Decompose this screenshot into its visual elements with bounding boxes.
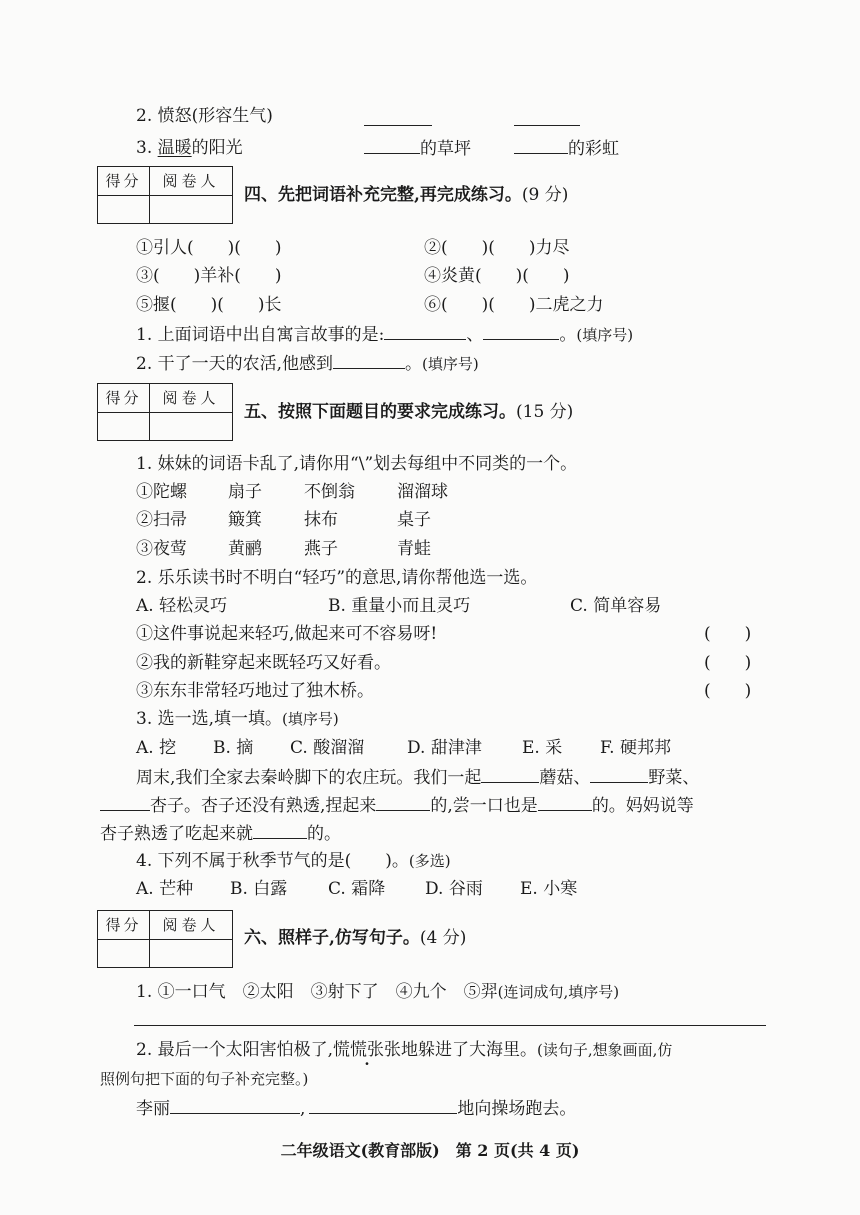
score-box-4: 得分 阅卷人 — [97, 166, 233, 224]
para-blank-4[interactable] — [376, 793, 430, 811]
q3-option-d: D. 甜津津 — [407, 738, 482, 758]
sec6-q1-answer-line[interactable] — [134, 1025, 766, 1026]
group-2-word-2[interactable]: 簸箕 — [228, 510, 262, 530]
item-2-label: 2. 愤怒(形容生气) — [136, 106, 273, 126]
sec6-q2-fill: 李丽 , 地向操场跑去。 — [136, 1096, 576, 1121]
q2-sentence-1: ①这件事说起来轻巧,做起来可不容易呀! — [136, 624, 438, 644]
q2-answer-3[interactable]: ( ) — [704, 681, 752, 701]
q3-option-a: A. 挖 — [136, 738, 177, 758]
score-box-5: 得分 阅卷人 — [97, 383, 233, 441]
paragraph-line-3: 杏子熟透了吃起来就 的。 — [100, 821, 341, 846]
idiom-6: ⑥( )( )二虎之力 — [424, 295, 604, 315]
group-2-word-3[interactable]: 抹布 — [304, 510, 338, 530]
paragraph-line-2: 杏子。杏子还没有熟透,捏起来 的,尝一口也是 的。妈妈说等 — [100, 793, 694, 818]
q4-option-d: D. 谷雨 — [425, 879, 483, 899]
q2-option-c: C. 简单容易 — [570, 596, 662, 616]
section-5-title: 五、按照下面题目的要求完成练习。(15 分) — [244, 402, 574, 422]
group-1-word-3[interactable]: 不倒翁 — [304, 482, 355, 502]
para-blank-5[interactable] — [538, 793, 592, 811]
section-6-title: 六、照样子,仿写句子。(4 分) — [244, 928, 467, 948]
section-4-title: 四、先把词语补充完整,再完成练习。(9 分) — [244, 185, 569, 205]
blank-2b[interactable] — [514, 108, 580, 126]
sec5-q3: 3. 选一选,填一填。(填序号) — [136, 709, 339, 729]
item-3-label: 3. 温暖的阳光 — [136, 138, 243, 158]
q3-option-f: F. 硬邦邦 — [600, 738, 671, 758]
sec6-q2-line-2: 照例句把下面的句子补充完整。) — [100, 1070, 309, 1088]
sec4-q2-blank[interactable] — [333, 351, 405, 369]
sec5-q2: 2. 乐乐读书时不明白“轻巧”的意思,请你帮他选一选。 — [136, 568, 538, 588]
q2-sentence-3: ③东东非常轻巧地过了独木桥。 — [136, 681, 374, 701]
q2-answer-1[interactable]: ( ) — [704, 624, 752, 644]
sec5-q4: 4. 下列不属于秋季节气的是( )。(多选) — [136, 851, 451, 871]
sec4-q1: 1. 上面词语中出自寓言故事的是: 、 。(填序号) — [136, 322, 633, 347]
li-blank-2[interactable] — [309, 1096, 457, 1114]
q4-option-a: A. 芒种 — [136, 879, 194, 899]
group-2-word-1[interactable]: ②扫帚 — [136, 510, 187, 530]
group-3-word-1[interactable]: ③夜莺 — [136, 539, 187, 559]
idiom-1: ①引人( )( ) — [136, 238, 282, 258]
para-blank-6[interactable] — [253, 821, 307, 839]
sec4-q1-blank-b[interactable] — [483, 322, 559, 340]
sec5-q1: 1. 妹妹的词语卡乱了,请你用“\”划去每组中不同类的一个。 — [136, 454, 578, 474]
sec4-q2: 2. 干了一天的农活,他感到 。(填序号) — [136, 351, 479, 376]
score-box-6: 得分 阅卷人 — [97, 910, 233, 968]
sec6-q2-line-1: 2. 最后一个太阳害怕极了,慌慌张张地躲进了大海里。(读句子,想象画面,仿 — [136, 1040, 673, 1060]
q2-option-a: A. 轻松灵巧 — [136, 596, 228, 616]
para-blank-1[interactable] — [481, 765, 539, 783]
q4-option-b: B. 白露 — [230, 879, 288, 899]
group-1-word-2[interactable]: 扇子 — [228, 482, 262, 502]
q2-sentence-2: ②我的新鞋穿起来既轻巧又好看。 — [136, 653, 391, 673]
paragraph-line-1: 周末,我们全家去秦岭脚下的农庄玩。我们一起 蘑菇、 野菜、 — [136, 765, 699, 790]
group-3-word-3[interactable]: 燕子 — [304, 539, 338, 559]
sec4-q1-blank-a[interactable] — [384, 322, 466, 340]
q4-option-e: E. 小寒 — [520, 879, 578, 899]
idiom-3: ③( )羊补( ) — [136, 266, 282, 286]
idiom-2: ②( )( )力尽 — [424, 238, 570, 258]
idiom-4: ④炎黄( )( ) — [424, 266, 570, 286]
group-2-word-4[interactable]: 桌子 — [397, 510, 431, 530]
q2-answer-2[interactable]: ( ) — [704, 653, 752, 673]
group-3-word-2[interactable]: 黄鹂 — [228, 539, 262, 559]
li-blank-1[interactable] — [170, 1096, 300, 1114]
blank-rainbow: 的彩虹 — [514, 136, 619, 161]
blank-grass: 的草坪 — [364, 136, 471, 161]
para-blank-2[interactable] — [590, 765, 648, 783]
sec6-q1: 1. ①一口气 ②太阳 ③射下了 ④九个 ⑤羿(连词成句,填序号) — [136, 982, 620, 1002]
q4-option-c: C. 霜降 — [328, 879, 386, 899]
group-1-word-1[interactable]: ①陀螺 — [136, 482, 187, 502]
idiom-5: ⑤揠( )( )长 — [136, 295, 282, 315]
group-1-word-4[interactable]: 溜溜球 — [397, 482, 448, 502]
q2-option-b: B. 重量小而且灵巧 — [328, 596, 471, 616]
q3-option-e: E. 采 — [522, 738, 563, 758]
blank-2a[interactable] — [364, 108, 432, 126]
group-3-word-4[interactable]: 青蛙 — [397, 539, 431, 559]
page-footer: 二年级语文(教育部版) 第 2 页(共 4 页) — [280, 1141, 580, 1160]
q3-option-b: B. 摘 — [213, 738, 254, 758]
q3-option-c: C. 酸溜溜 — [290, 738, 365, 758]
para-blank-3[interactable] — [100, 793, 150, 811]
